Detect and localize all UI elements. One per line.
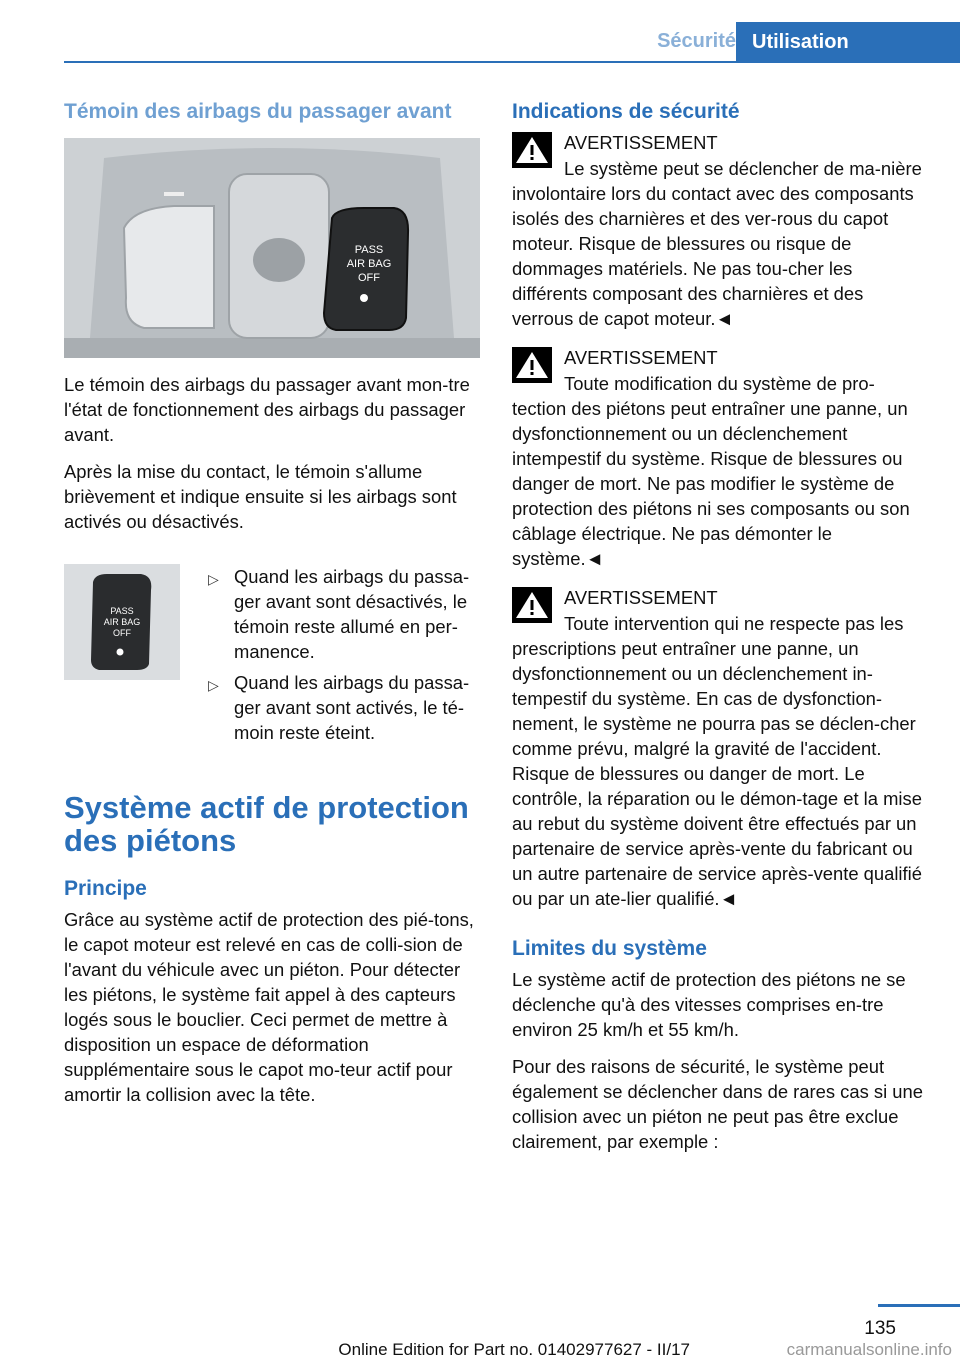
warning-text: Le système peut se déclencher de ma-nière involontaire lors du contact avec des composants isolés des charnières et des ver-rous du capot moteur. Risque de blessures ou risque de dommages matériels. Ne pas tou-cher les différents composant des charnières et des verrous de capot moteur.◄ xyxy=(512,158,922,329)
airbag-indicator-photo xyxy=(64,138,480,358)
indicator-button-illustration xyxy=(87,572,157,672)
pass-airbag-off-indicator-photo xyxy=(64,564,180,680)
active-chapter-tab: Utilisation xyxy=(736,22,960,62)
edition-note: Online Edition for Part no. 01402977627 - II/17 xyxy=(338,1340,690,1359)
small-seat-airbag-icon xyxy=(117,649,124,656)
warning-triangle-icon xyxy=(512,587,552,623)
footer-rule xyxy=(878,1304,960,1307)
right-column xyxy=(512,100,928,1166)
warning-triangle-icon xyxy=(512,347,552,383)
small-pass-label: PASS xyxy=(110,606,134,616)
list-item: ▷ Quand les airbags du passa-ger avant sont activés, le té-moin reste éteint. xyxy=(208,672,470,743)
watermark: carmanualsonline.info xyxy=(786,1340,952,1359)
warning-title: AVERTISSEMENT xyxy=(564,587,718,608)
warning-block xyxy=(512,130,928,331)
limits-exception-text: Pour des raisons de sécurité, le système peut également se déclencher dans de rares cas si une collision avec un piéton ne peut pas être exclue clairement, par exemple : xyxy=(512,1056,923,1152)
page-number: 135 xyxy=(864,1318,896,1339)
triangle-bullet-icon: ▷ xyxy=(208,571,219,587)
warning-block xyxy=(512,585,928,911)
indicator-state-list xyxy=(208,564,480,751)
warning-text: Toute intervention qui ne respecte pas les prescriptions peut entraîner une panne, un dysfonctionnement ou un déclenchement in-tempestif du système. En cas de dysfonction-nement, le système ne pourra pas se déclen-cher comme prévu, malgré la gravité de l'accident. Risque de blessures ou danger de mort. Le contrôle, la réparation ou le démon-tage et la mise au rebut du système doivent être effectués par un partenaire de service après-vente du fabricant ou un autre partenaire de service après-vente qualifié ou par un ate-lier qualifié.◄ xyxy=(512,613,922,909)
indicator-states xyxy=(64,564,480,751)
small-airbag-label: AIR BAG xyxy=(103,617,141,627)
indicator-behavior: Après la mise du contact, le témoin s'allume brièvement et indique ensuite si les airbags sont activés ou désactivés. xyxy=(64,461,457,532)
list-item: ▷ Quand les airbags du passa-ger avant sont désactivés, le témoin reste allumé en per-manence. xyxy=(208,566,470,662)
page-header xyxy=(0,0,960,62)
principle-text: Grâce au système actif de protection des pié-tons, le capot moteur est relevé en cas de colli-sion de l'avant du véhicule avec un piéton. Pour détecter les piétons, le système fait appel à des capteurs logés sous le bouclier. Ceci permet de mettre à disposition un espace de déformation supplémentaire sous le capot mo-teur actif pour amortir la collision avec la tête. xyxy=(64,909,474,1105)
warning-triangle-icon xyxy=(512,132,552,168)
pass-label: PASS xyxy=(354,244,384,256)
safety-indications-heading: Indications de sécurité xyxy=(512,100,740,123)
warning-title: AVERTISSEMENT xyxy=(564,347,718,368)
header-rule xyxy=(64,61,960,63)
seat-airbag-icon xyxy=(360,294,368,302)
triangle-bullet-icon: ▷ xyxy=(208,677,219,693)
warning-block xyxy=(512,345,928,571)
warning-text: Toute modification du système de pro-tection des piétons peut entraîner une panne, un dysfonctionnement ou un déclenchement intempestif du système. Risque de blessures ou danger de mort. Ne pas modifier le système de protection des piétons ni ses composants ou son câblage électrique. Ne pas démonter le système.◄ xyxy=(512,373,910,569)
off-label: OFF xyxy=(358,272,380,284)
airbag-label: AIR BAG xyxy=(346,258,392,270)
principle-heading: Principe xyxy=(64,877,147,900)
warning-title: AVERTISSEMENT xyxy=(564,132,718,153)
small-off-label: OFF xyxy=(113,628,131,638)
section-tab: Sécurité xyxy=(657,30,736,52)
limits-speed-text: Le système actif de protection des piétons ne se déclenche qu'à des vitesses comprises en-tre environ 25 km/h et 55 km/h. xyxy=(512,969,906,1040)
overhead-console-illustration xyxy=(64,138,480,358)
airbag-indicator-heading: Témoin des airbags du passager avant xyxy=(64,100,452,123)
indicator-description: Le témoin des airbags du passager avant mon-tre l'état de fonctionnement des airbags du passager avant. xyxy=(64,374,470,445)
pedestrian-protection-title: Système actif de protection des piétons xyxy=(64,790,469,858)
system-limits-heading: Limites du système xyxy=(512,937,707,960)
left-column xyxy=(64,100,480,1119)
